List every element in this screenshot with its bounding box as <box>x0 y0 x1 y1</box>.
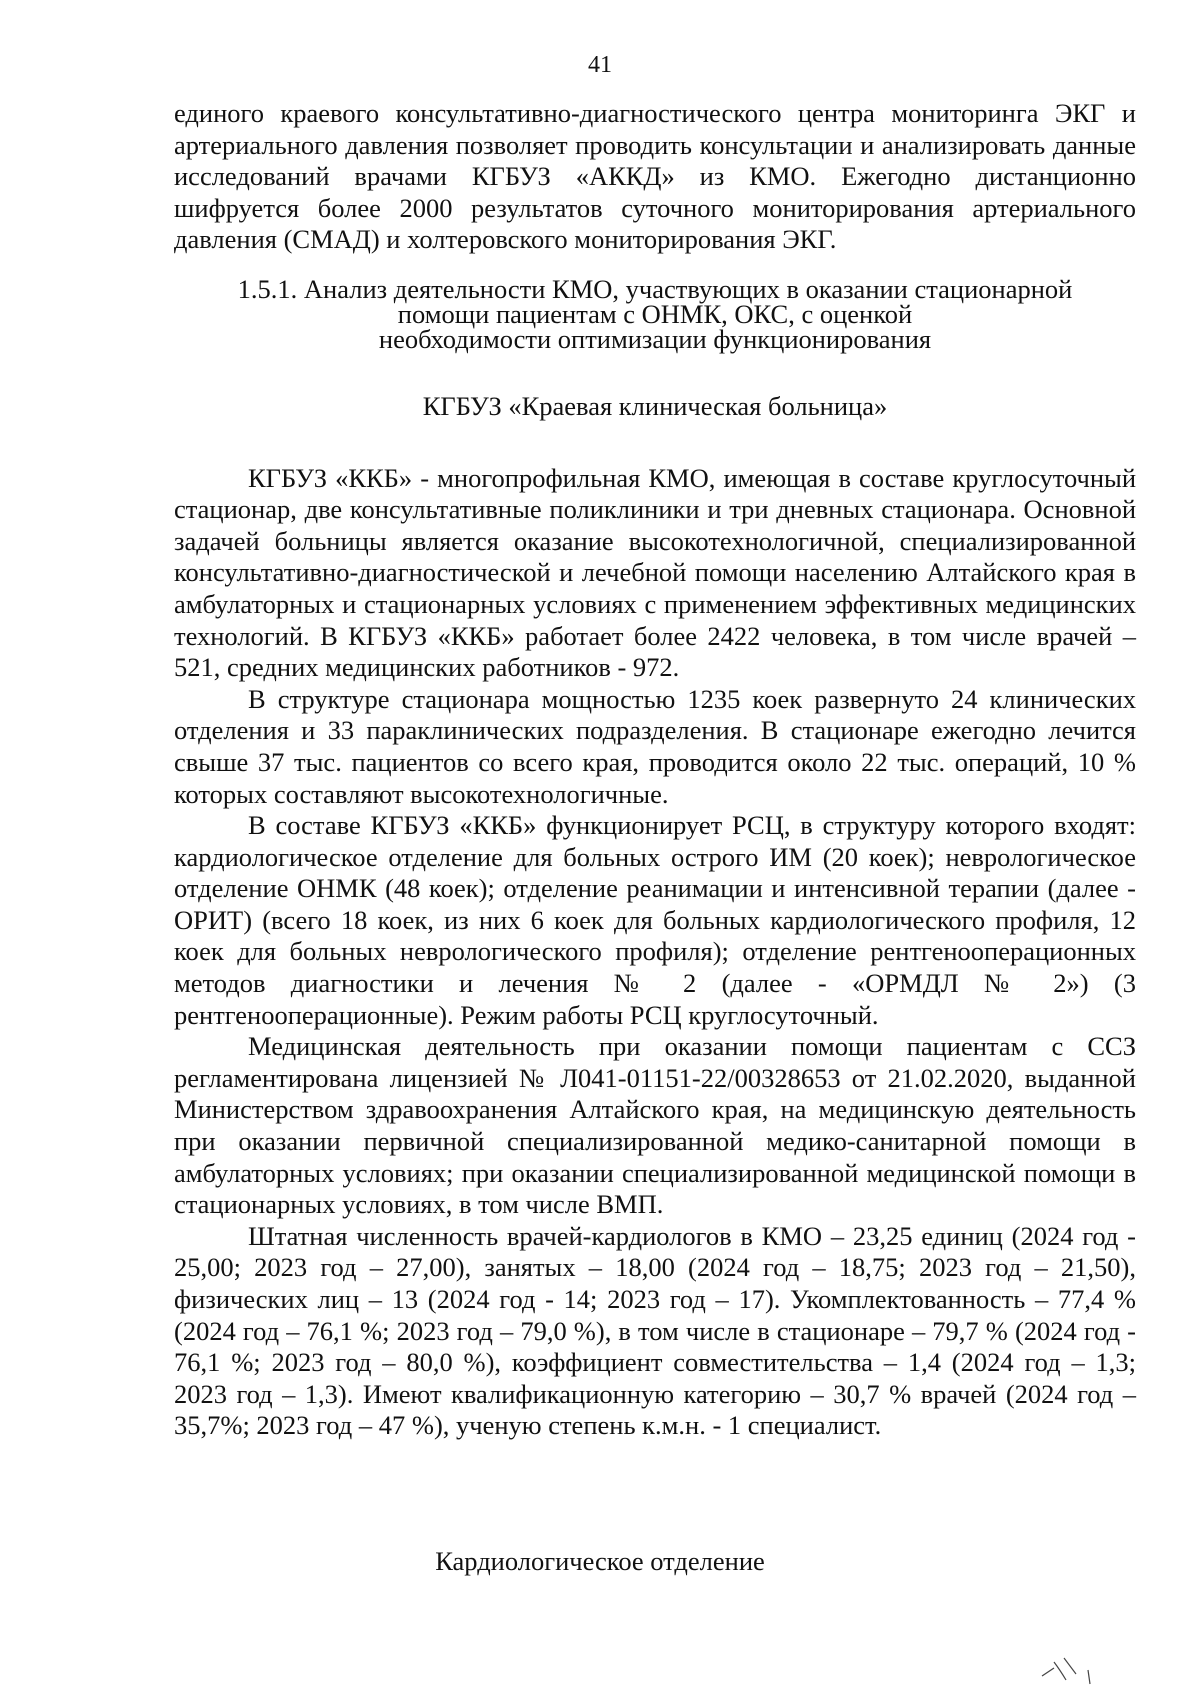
page-content <box>174 98 1136 1442</box>
section-heading-line: помощи пациентам с ОНМК, ОКС, с оценкой <box>397 298 913 329</box>
body-paragraph: Медицинская деятельность при оказании помощи пациентам с ССЗ регламентирована лицензией № Л041-01151-22/00328653 от 21.02.2020, выданной Министерством здравоохранения Алтайского края, на медицинскую деятельность при оказании первичной специализированной медико-санитарной помощи в амбулаторных условиях; при оказании специализированной медицинской помощи в стационарных условиях, в том числе ВМП. <box>174 1031 1136 1220</box>
section-heading <box>174 273 1136 354</box>
sub-heading: Кардиологическое отделение <box>435 1546 765 1576</box>
body-paragraph: В структуре стационара мощностью 1235 коек развернуто 24 клинических отделения и 33 параклинических подразделения. В стационаре ежегодно лечится свыше 37 тыс. пациентов со всего края, проводится около 22 тыс. операций, 10 % которых составляют высокотехнологичные. <box>174 683 1136 809</box>
section-heading-line: 1.5.1. Анализ деятельности КМО, участвующих в оказании стационарной <box>237 273 1073 304</box>
org-heading: КГБУЗ «Краевая клиническая больница» <box>422 390 888 421</box>
pen-mark-icon <box>1040 1656 1100 1686</box>
intro-paragraph: единого краевого консультативно-диагностического центра мониторинга ЭКГ и артериального давления позволяет проводить консультации и анализировать данные исследований врачами КГБУЗ «АККД» из КМО. Ежегодно дистанционно шифруется более 2000 результатов суточного мониторирования артериального давления (СМАД) и холтеровского мониторирования ЭКГ. <box>174 98 1136 255</box>
page-number: 41 <box>588 52 612 78</box>
body-paragraph: КГБУЗ «ККБ» - многопрофильная КМО, имеющая в составе круглосуточный стационар, две консультативные поликлиники и три дневных стационара. Основной задачей больницы является оказание высокотехнологичной, специализированной консультативно-диагностической и лечебной помощи населению Алтайского края в амбулаторных и стационарных условиях с применением эффективных медицинских технологий. В КГБУЗ «ККБ» работает более 2422 человека, в том числе врачей – 521, средних медицинских работников - 972. <box>174 462 1136 683</box>
body-paragraph: Штатная численность врачей-кардиологов в КМО – 23,25 единиц (2024 год - 25,00; 2023 год – 27,00), занятых – 18,00 (2024 год – 18,75; 2023 год – 21,50), физических лиц – 13 (2024 год - 14; 2023 год – 17). Укомплектованность – 77,4 % (2024 год – 76,1 %; 2023 год – 79,0 %), в том числе в стационаре – 79,7 % (2024 год - 76,1 %; 2023 год – 80,0 %), коэффициент совместительства – 1,4 (2024 год – 1,3; 2023 год – 1,3). Имеют квалификационную категорию – 30,7 % врачей (2024 год – 35,7%; 2023 год – 47 %), ученую степень к.м.н. - 1 специалист. <box>174 1220 1136 1441</box>
body-paragraph: В составе КГБУЗ «ККБ» функционирует РСЦ, в структуру которого входят: кардиологическое отделение для больных острого ИМ (20 коек); неврологическое отделение ОНМК (48 коек); отделение реанимации и интенсивной терапии (далее - ОРИТ) (всего 18 коек, из них 6 коек для больных кардиологического профиля, 12 коек для больных неврологического профиля); отделение рентгенооперационных методов диагностики и лечения № 2 (далее - «ОРМДЛ № 2») (3 рентгенооперационные). Режим работы РСЦ круглосуточный. <box>174 810 1136 1030</box>
section-heading-line: необходимости оптимизации функционирования <box>378 323 932 354</box>
